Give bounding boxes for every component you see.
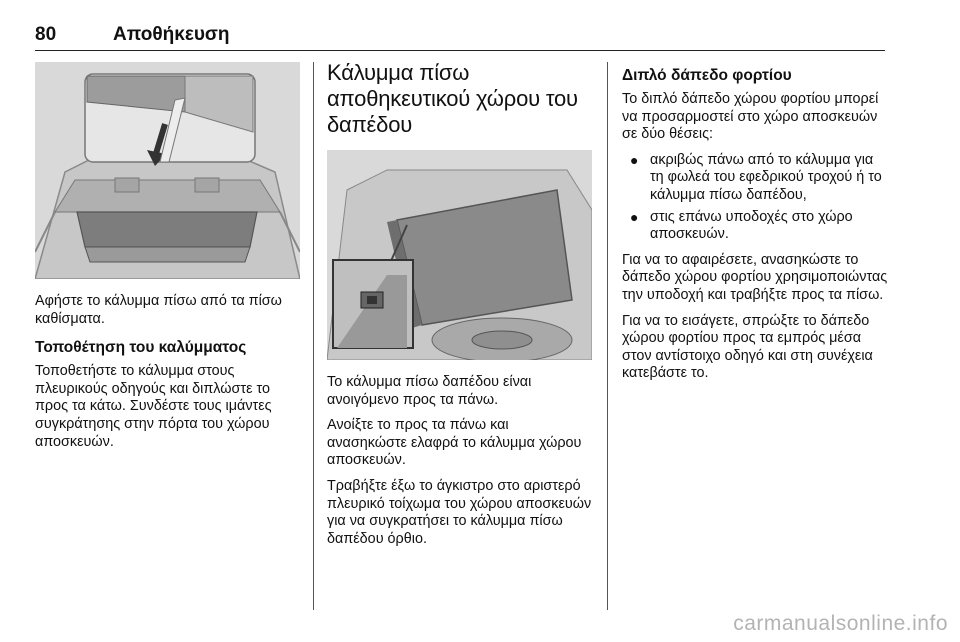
list-item xyxy=(622,152,890,205)
installing-cover-text: Τοποθετήστε το κάλυμμα στους πλευρικούς οδηγούς και διπλώστε το προς τα κάτω. Συνδέστε τους ιμάντες συγκράτησης στην πόρτα του χώρου αποσκευών. xyxy=(35,363,272,450)
remove-floor-text: Για να το αφαιρέσετε, ανασηκώστε το δάπεδο χώρου φορτίου χρησιμοποιώντας την υποδοχή και τραβήξτε προς τα πίσω. xyxy=(622,251,888,303)
cargo-cover-illustration xyxy=(35,62,300,279)
watermark: carmanualsonline.info xyxy=(733,612,948,635)
cover-caption: Αφήστε το κάλυμμα πίσω από τα πίσω καθίσματα. xyxy=(35,293,282,327)
floor-cover-para-3: Τραβήξτε έξω το άγκιστρο στο αριστερό πλευρικό τοίχωμα του χώρου αποσκευών για να συγκρατήσει το κάλυμμα πίσω δαπέδου όρθιο. xyxy=(327,477,592,547)
floor-cover-drawing xyxy=(327,150,592,360)
column-2 xyxy=(327,60,592,556)
page-header xyxy=(35,22,885,51)
list-item xyxy=(622,209,890,244)
floor-cover-para-1: Το κάλυμμα πίσω δαπέδου είναι ανοιγόμενο προς τα πάνω. xyxy=(327,374,532,408)
column-divider-2 xyxy=(607,62,608,610)
list-item-text: στις επάνω υποδοχές στο χώρο αποσκευών. xyxy=(650,208,853,243)
installing-cover-heading: Τοποθέτηση του καλύμματος xyxy=(35,339,247,357)
double-load-floor-title: Διπλό δάπεδο φορτίου xyxy=(622,67,792,84)
floor-cover-para-2: Ανοίξτε το προς τα πάνω και ανασηκώστε ελαφρά το κάλυμμα χώρου αποσκευών. xyxy=(327,417,582,469)
rear-floor-cover-illustration xyxy=(327,150,592,360)
insert-floor-text: Για να το εισάγετε, σπρώξτε το δάπεδο χώρου φορτίου προς τα εμπρός μέσα στον αντίστοιχο οδηγό και στη συνέχεια κατεβάστε το. xyxy=(622,312,873,382)
page-number: 80 xyxy=(35,24,57,45)
page-title: Αποθήκευση xyxy=(113,24,230,45)
rear-floor-cover-title: Κάλυμμα πίσω αποθηκευτικού χώρου του δαπέδου xyxy=(327,60,578,137)
column-1 xyxy=(35,60,300,459)
position-list xyxy=(622,152,890,244)
cargo-cover-drawing xyxy=(35,62,300,279)
double-load-floor-intro: Το διπλό δάπεδο χώρου φορτίου μπορεί να προσαρμοστεί στο χώρο αποσκευών σε δύο θέσεις: xyxy=(622,91,879,143)
list-item-text: ακριβώς πάνω από το κάλυμμα για τη φωλεά του εφεδρικού τροχού ή το κάλυμμα πίσω δαπέδου, xyxy=(650,151,882,203)
column-divider-1 xyxy=(313,62,314,610)
bullet-dot: ● xyxy=(630,151,639,168)
bullet-dot: ● xyxy=(630,208,639,225)
column-3 xyxy=(622,60,890,391)
